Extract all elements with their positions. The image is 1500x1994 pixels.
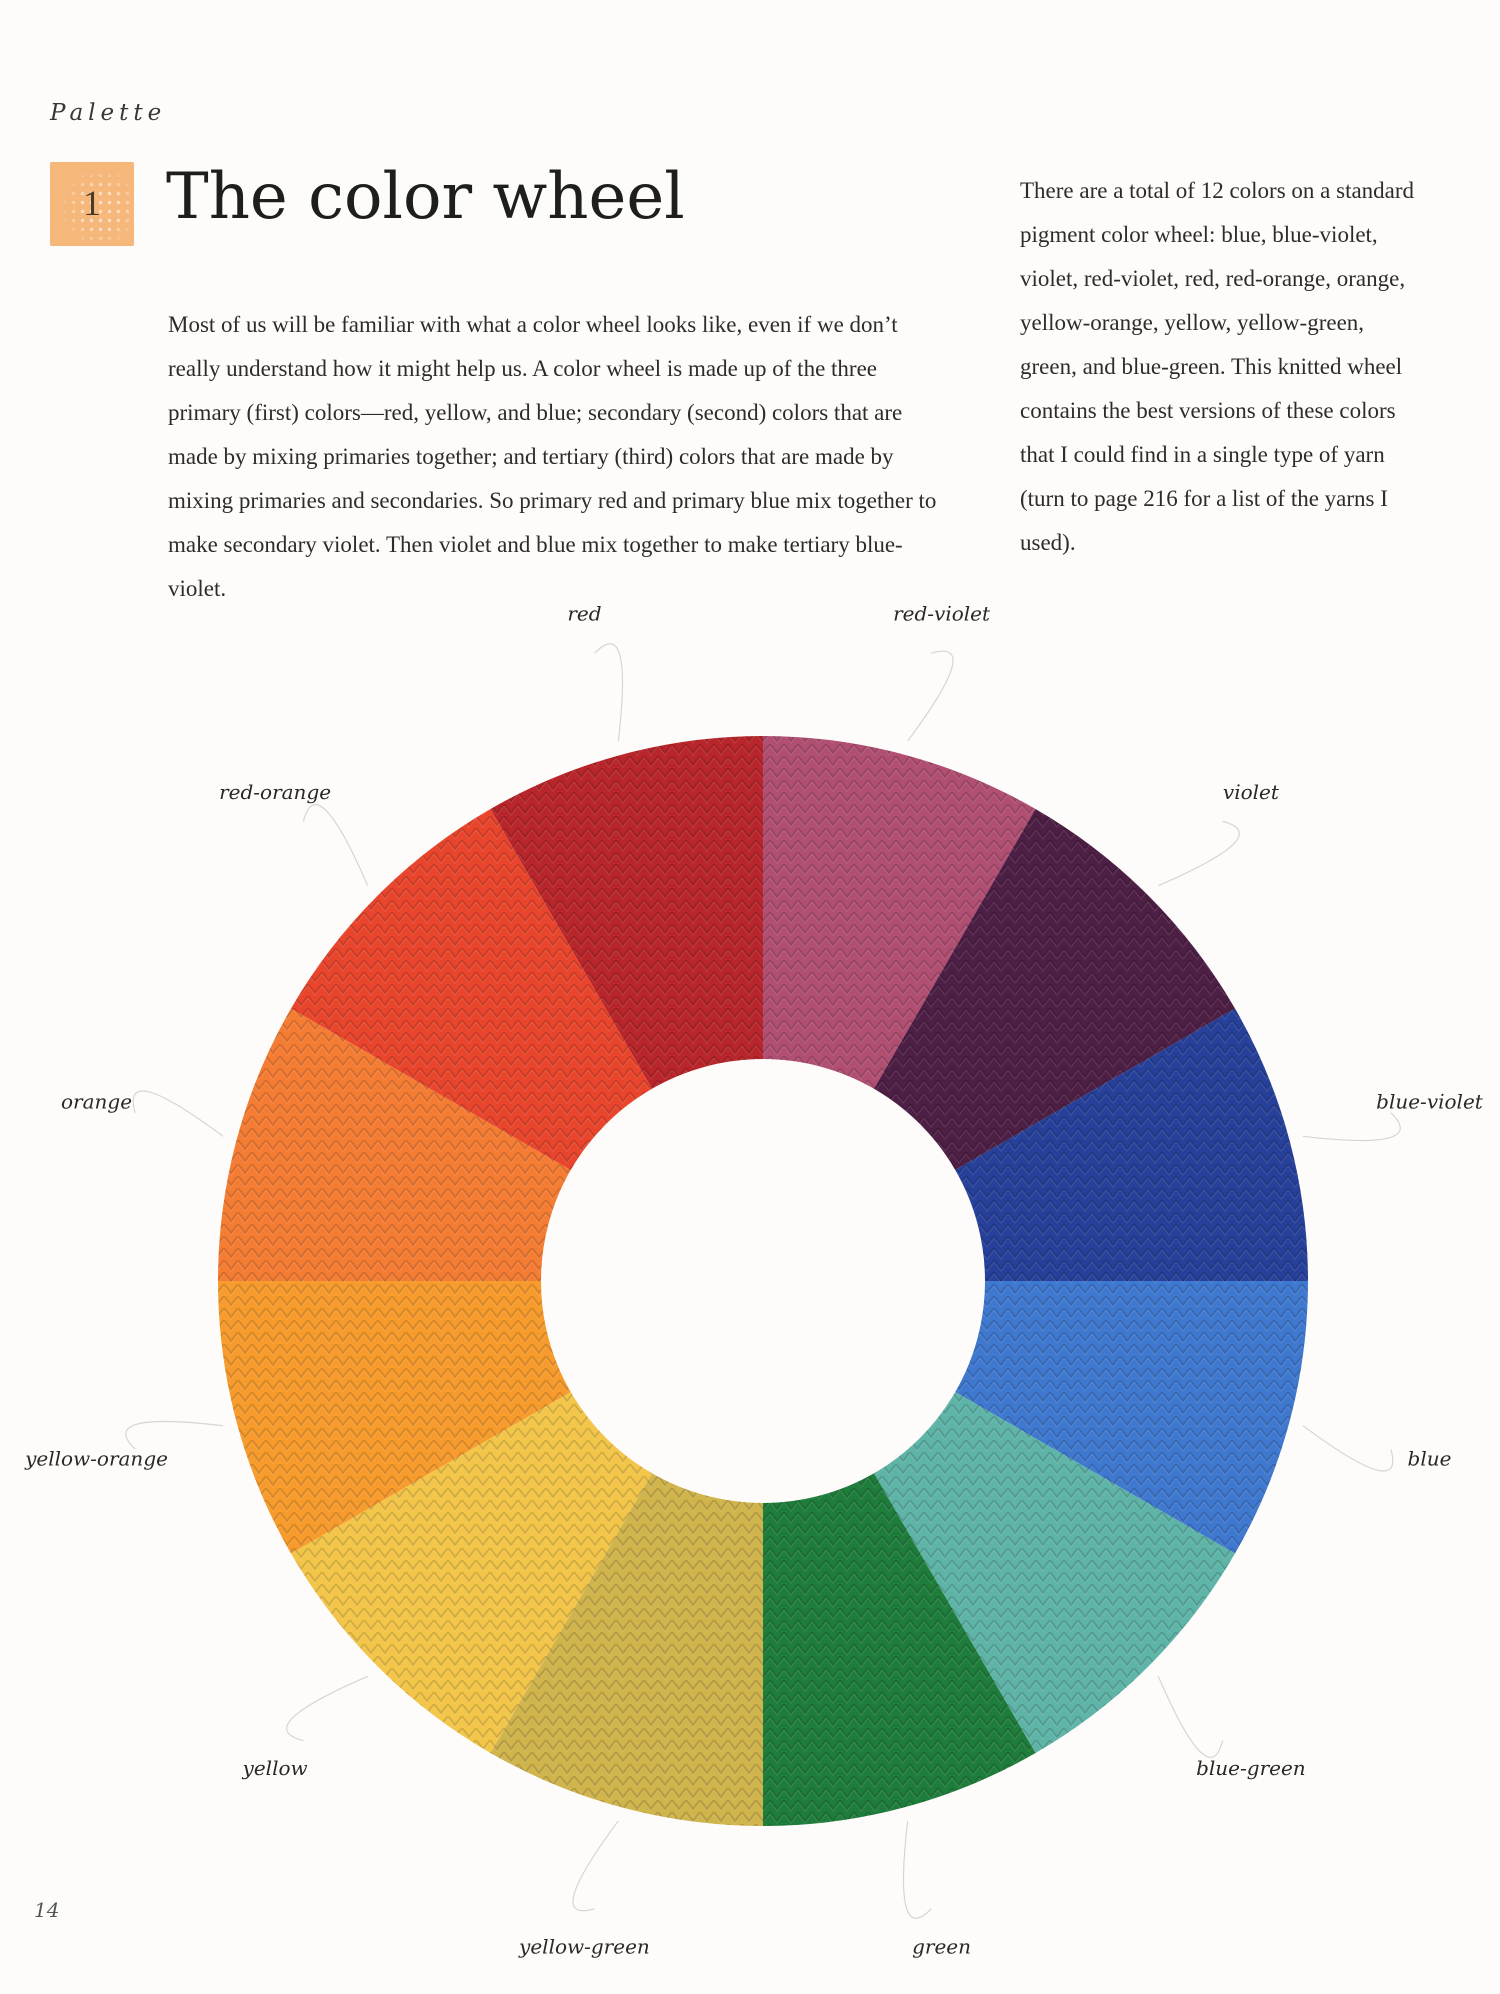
wheel-label-violet: violet <box>1222 780 1279 805</box>
wheel-label-green: green <box>912 1934 972 1959</box>
wheel-label-red: red <box>567 601 602 626</box>
wheel-label-yellow-orange: yellow-orange <box>25 1446 168 1471</box>
wheel-label-blue-green: blue-green <box>1196 1755 1306 1780</box>
wheel-label-red-orange: red-orange <box>219 780 332 805</box>
wheel-label-yellow-green: yellow-green <box>519 1934 650 1959</box>
page-number: 14 <box>34 1898 60 1922</box>
wheel-label-blue-violet: blue-violet <box>1376 1089 1483 1114</box>
wheel-label-yellow: yellow <box>242 1755 308 1780</box>
wheel-label-blue: blue <box>1407 1446 1452 1471</box>
wheel-label-red-violet: red-violet <box>893 601 991 626</box>
wheel-label-orange: orange <box>60 1089 133 1114</box>
